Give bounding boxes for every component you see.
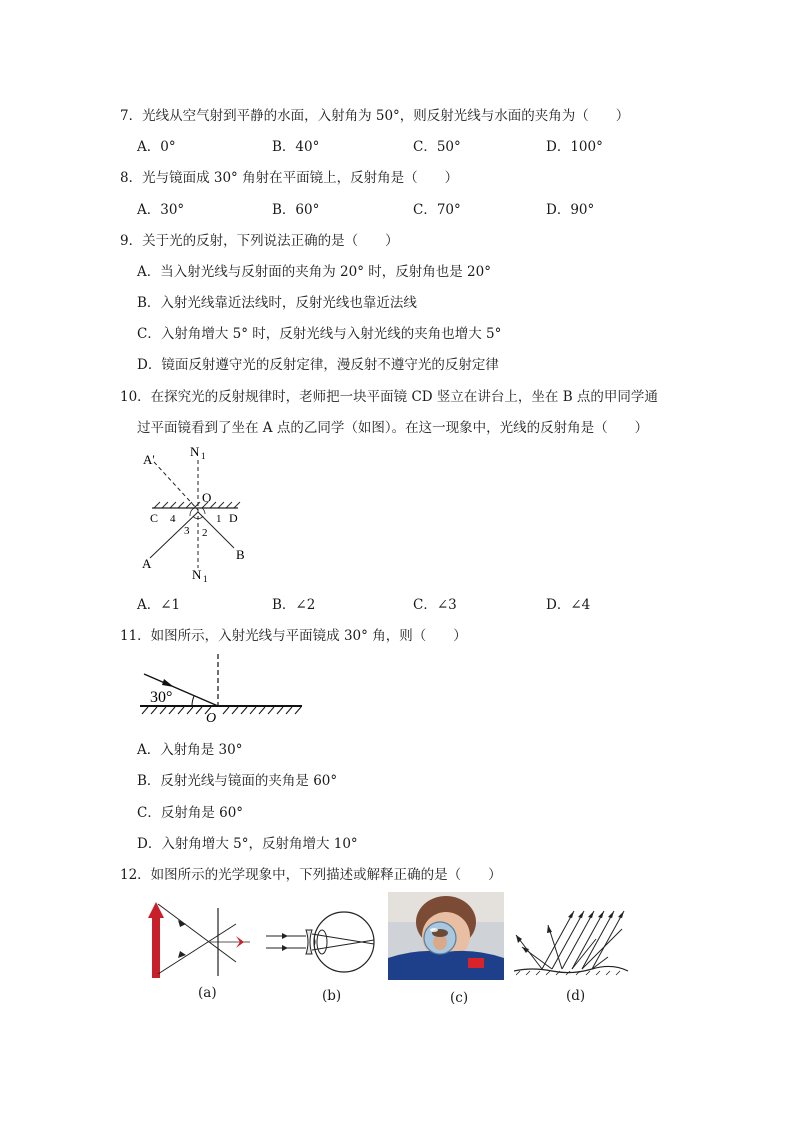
- q10-option-c: C．∠3: [413, 597, 457, 613]
- label-a-prime: A': [143, 452, 155, 467]
- figure-c-water-ball-photo: [388, 892, 504, 980]
- question-10-stem-line2: 过平面镜看到了坐在 A 点的乙同学（如图）。在这一现象中，光线的反射角是（ ）: [137, 420, 649, 436]
- eye-lens: [317, 930, 327, 954]
- point-o-label: O: [206, 711, 217, 724]
- q10-option-a: A．∠1: [137, 597, 181, 613]
- q8-option-a: A．30°: [137, 202, 185, 218]
- question-9-stem: 9．关于光的反射，下列说法正确的是（ ）: [120, 233, 399, 249]
- caption-d: (d): [566, 988, 586, 1004]
- candle-arrow-icon: [148, 902, 164, 978]
- label-n-top-sub: 1: [201, 451, 206, 461]
- q10-reflection-figure: [130, 440, 260, 585]
- label-n-top: N: [190, 444, 200, 459]
- label-c: C: [150, 511, 159, 525]
- q8-option-b: B．60°: [272, 202, 320, 218]
- q11-option-c: C．反射角是 60°: [137, 805, 244, 821]
- figure-a-pinhole: [140, 898, 252, 982]
- label-angle-1: 1: [216, 513, 222, 525]
- q7-option-b: B．40°: [272, 139, 320, 155]
- q11-option-a: A．入射角是 30°: [137, 742, 243, 758]
- q7-option-d: D．100°: [546, 139, 603, 155]
- label-n-bottom: N: [192, 567, 202, 582]
- rough-surface: [514, 966, 628, 972]
- question-11-stem: 11．如图所示，入射光线与平面镜成 30° 角，则（ ）: [120, 628, 467, 644]
- ray-arrow-icon: [162, 679, 174, 687]
- label-a: A: [142, 556, 152, 571]
- label-b: B: [236, 547, 245, 562]
- question-8-stem: 8．光与镜面成 30° 角射在平面镜上，反射角是（ ）: [120, 170, 459, 186]
- label-o: O: [202, 490, 212, 505]
- q7-option-c: C．50°: [413, 139, 461, 155]
- q10-option-d: D．∠4: [546, 597, 591, 613]
- reflected-rays: [516, 925, 622, 969]
- caption-a: (a): [198, 985, 217, 1001]
- mirror-hatching: [142, 707, 301, 714]
- figure-d-diffuse-reflection: [512, 905, 630, 979]
- angle-label: 30°: [150, 689, 173, 706]
- caption-c: (c): [450, 990, 469, 1006]
- q7-option-a: A．0°: [137, 139, 176, 155]
- label-angle-4: 4: [170, 513, 176, 525]
- question-7-stem: 7．光线从空气射到平静的水面，入射角为 50°，则反射光线与水面的夹角为（ ）: [120, 108, 630, 124]
- concave-lens: [306, 930, 312, 954]
- question-10-stem-line1: 10．在探究光的反射规律时，老师把一块平面镜 CD 竖立在讲台上，坐在 B 点的甲同学通: [120, 389, 658, 405]
- figure-b-eye-lens: [264, 908, 376, 976]
- label-angle-3: 3: [184, 525, 190, 537]
- label-angle-2: 2: [202, 527, 208, 539]
- q9-option-c: C．入射角增大 5° 时，反射光线与入射光线的夹角也增大 5°: [137, 326, 502, 342]
- uniform: [388, 951, 504, 980]
- q9-option-a: A．当入射光线与反射面的夹角为 20° 时，反射角也是 20°: [137, 264, 491, 280]
- q9-option-b: B．入射光线靠近法线时，反射光线也靠近法线: [137, 295, 417, 311]
- label-n-bottom-sub: 1: [203, 574, 208, 584]
- q9-option-d: D．镜面反射遵守光的反射定律，漫反射不遵守光的反射定律: [137, 357, 499, 373]
- caption-b: (b): [322, 988, 342, 1004]
- q11-option-d: D．入射角增大 5°，反射角增大 10°: [137, 836, 358, 852]
- flag-patch: [468, 958, 484, 968]
- q10-option-b: B．∠2: [272, 597, 316, 613]
- mirror-hatching: [154, 502, 240, 508]
- q8-option-c: C．70°: [413, 202, 461, 218]
- q11-mirror-figure: [136, 652, 306, 724]
- question-12-stem: 12．如图所示的光学现象中，下列描述或解释正确的是（ ）: [120, 867, 502, 883]
- label-d: D: [229, 511, 238, 525]
- q11-option-b: B．反射光线与镜面的夹角是 60°: [137, 773, 338, 789]
- q8-option-d: D．90°: [546, 202, 595, 218]
